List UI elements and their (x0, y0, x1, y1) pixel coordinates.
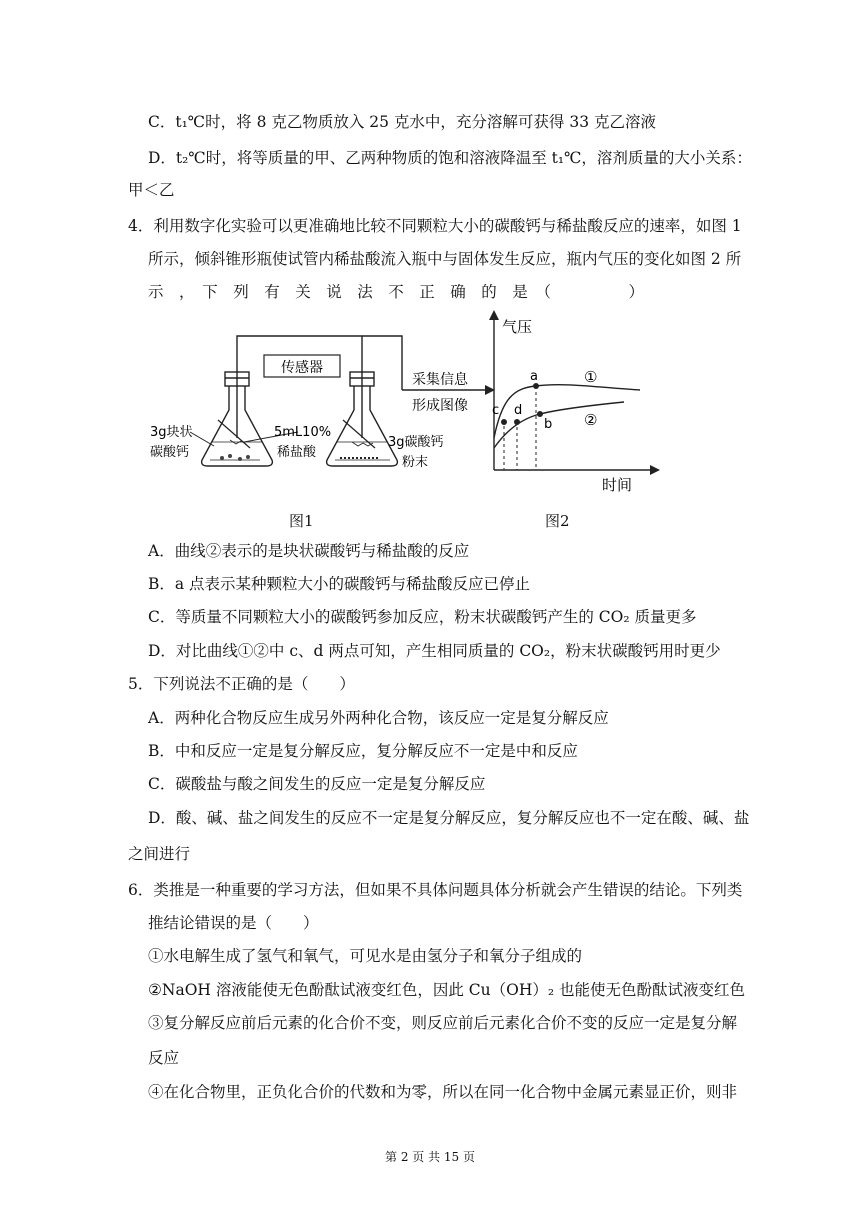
q4-option-a: A．曲线②表示的是块状碳酸钙与稀盐酸的反应 (148, 542, 470, 560)
q6-item-3-line2: 反应 (148, 1049, 180, 1067)
figure-1-apparatus (140, 320, 500, 490)
x-axis-label: 时间 (602, 476, 633, 494)
q5-option-c: C．碳酸盐与酸之间发生的反应一定是复分解反应 (148, 775, 486, 793)
left-flask (202, 364, 273, 466)
q4-stem-line3: 示 ， 下 列 有 关 说 法 不 正 确 的 是 （ ） (148, 283, 645, 301)
arrow-label-1: 采集信息 (412, 372, 468, 388)
point-b (537, 411, 543, 417)
q5-option-d-line1: D．酸、碱、盐之间发生的反应不一定是复分解反应，复分解反应也不一定在酸、碱、盐 (148, 809, 750, 827)
q6-item-2: ②NaOH 溶液能使无色酚酞试液变红色，因此 Cu（OH）₂ 也能使无色酚酞试液变红色 (148, 981, 745, 999)
q3-option-c: C．t₁℃时，将 8 克乙物质放入 25 克水中，充分溶解可获得 33 克乙溶液 (148, 113, 657, 131)
curve-2-label: ② (584, 411, 598, 429)
curve-1-label: ① (584, 368, 598, 386)
acid-label-2: 稀盐酸 (277, 445, 317, 460)
y-axis-label: 气压 (502, 318, 533, 336)
point-d (514, 419, 520, 425)
point-c-label: c (492, 403, 500, 418)
q4-option-b: B．a 点表示某种颗粒大小的碳酸钙与稀盐酸反应已停止 (148, 575, 531, 593)
q6-stem-line1: 6．类推是一种重要的学习方法，但如果不具体问题具体分析就会产生错误的结论。下列类 (128, 881, 743, 899)
point-a-label: a (530, 369, 538, 384)
right-solid-label-2: 粉末 (402, 455, 429, 470)
acid-label-1: 5mL10% (274, 425, 332, 440)
q6-item-1: ①水电解生成了氢气和氧气，可见水是由氢分子和氧分子组成的 (148, 947, 583, 965)
sensor-label: 传感器 (281, 360, 323, 376)
figure-2-pressure-graph (484, 308, 664, 498)
q5-stem: 5．下列说法不正确的是（ ） (128, 675, 355, 693)
q6-item-4: ④在化合物里，正负化合价的代数和为零，所以在同一化合物中金属元素显正价，则非 (148, 1083, 738, 1101)
q4-stem-line1: 4．利用数字化实验可以更准确地比较不同颗粒大小的碳酸钙与稀盐酸反应的速率，如图 1 (128, 217, 742, 235)
q5-option-b: B．中和反应一定是复分解反应，复分解反应不一定是中和反应 (148, 742, 578, 760)
q3-option-d-line2: 甲＜乙 (128, 181, 175, 199)
q4-option-c: C．等质量不同颗粒大小的碳酸钙参加反应，粉末状碳酸钙产生的 CO₂ 质量更多 (148, 608, 697, 626)
left-solid-label-2: 碳酸钙 (150, 445, 190, 460)
page-footer: 第 2 页 共 15 页 (385, 1150, 475, 1164)
q5-option-a: A．两种化合物反应生成另外两种化合物，该反应一定是复分解反应 (148, 709, 609, 727)
point-b-label: b (544, 417, 553, 432)
q5-option-d-line2: 之间进行 (128, 845, 191, 863)
q6-stem-line2: 推结论错误的是（ ） (148, 914, 319, 932)
q4-option-d: D．对比曲线①②中 c、d 两点可知，产生相同质量的 CO₂，粉末状碳酸钙用时更少 (148, 642, 721, 660)
q3-option-d-line1: D．t₂℃时，将等质量的甲、乙两种物质的饱和溶液降温至 t₁℃，溶剂质量的大小关系： (148, 149, 752, 167)
left-solid-label-1: 3g块状 (150, 425, 193, 440)
figure-1-caption: 图1 (289, 512, 314, 530)
point-d-label: d (514, 403, 523, 418)
point-c (501, 419, 507, 425)
figure-2-caption: 图2 (545, 512, 570, 530)
q4-stem-line2: 所示，倾斜锥形瓶使试管内稀盐酸流入瓶中与固体发生反应，瓶内气压的变化如图 2 所 (148, 250, 742, 268)
right-flask (327, 364, 398, 466)
arrow-label-2: 形成图像 (412, 398, 468, 414)
q6-item-3-line1: ③复分解反应前后元素的化合价不变，则反应前后元素化合价不变的反应一定是复分解 (148, 1014, 738, 1032)
right-solid-label-1: 3g碳酸钙 (388, 435, 444, 450)
